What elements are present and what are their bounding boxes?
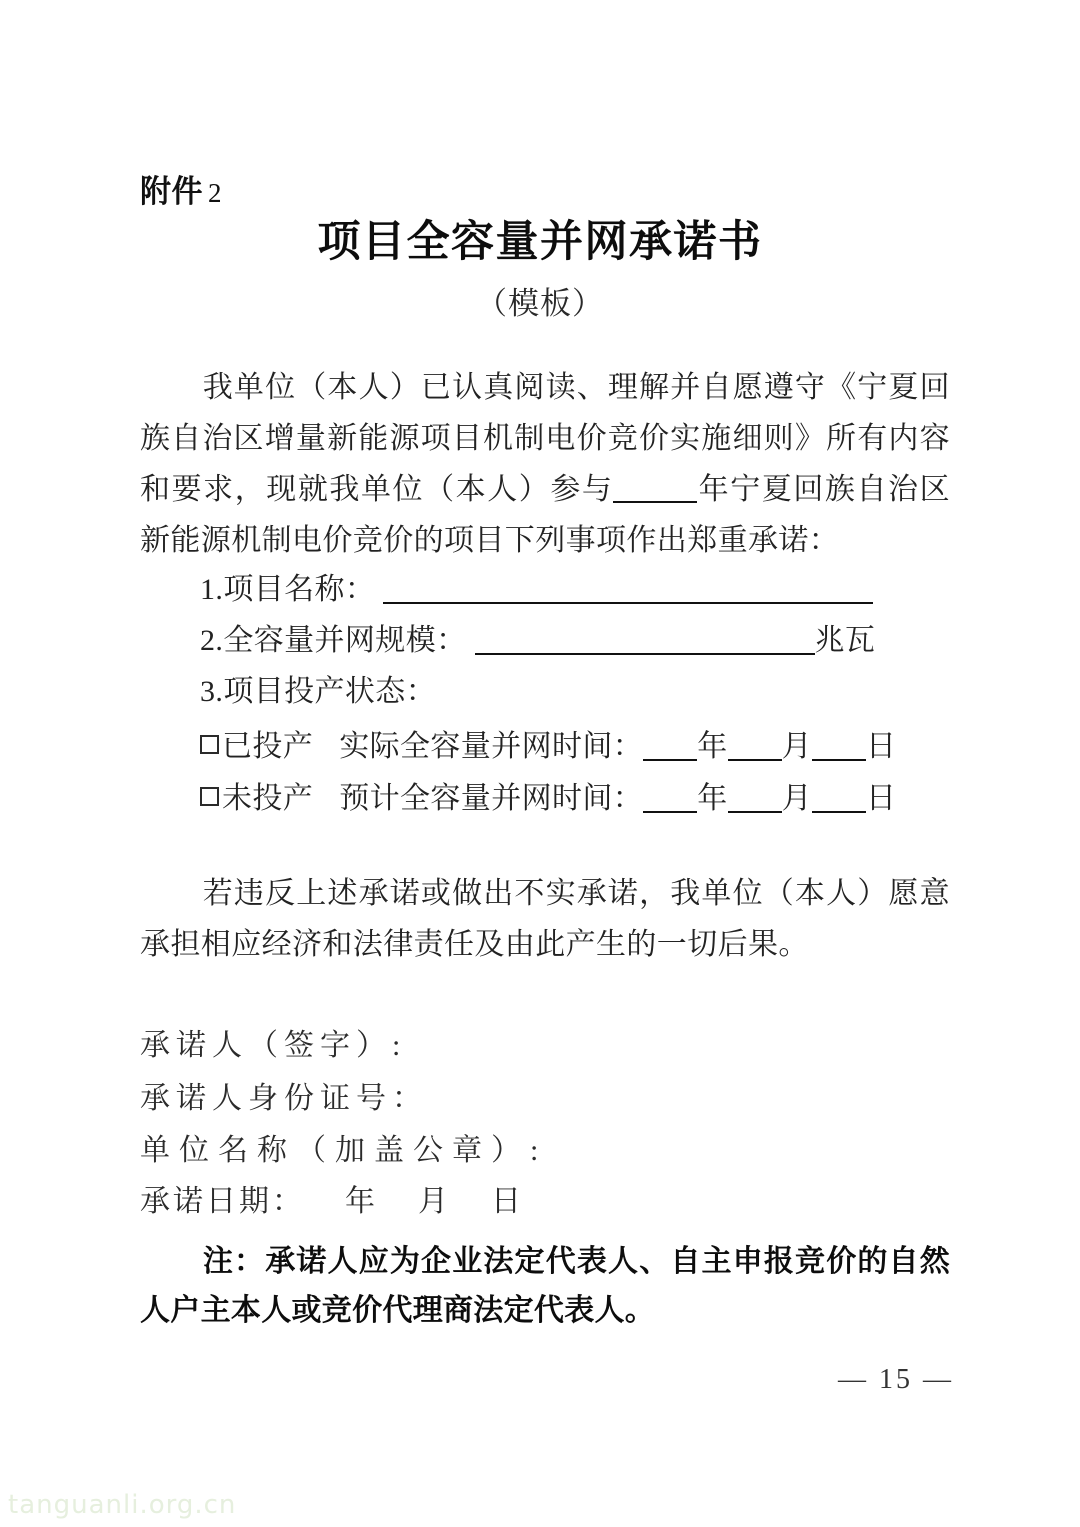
expected-day-unit: 日 — [866, 782, 897, 815]
signature-field-company-name[interactable]: 单位名称（加盖公章）: — [140, 1134, 548, 1167]
expected-year-unit: 年 — [697, 782, 728, 815]
status-option-row-commissioned — [200, 727, 896, 767]
signature-field-promise-date[interactable] — [140, 1182, 524, 1222]
capacity-blank-field[interactable] — [475, 653, 815, 655]
status-option-row-not-commissioned — [200, 779, 896, 819]
item-label-3: 项目投产状态： — [223, 675, 437, 708]
page-subtitle: （模板） — [476, 286, 604, 321]
commissioned-day-unit: 日 — [866, 730, 897, 763]
closing-text: 若违反上述承诺或做出不实承诺，我单位（本人）愿意承担相应经济和法律责任及由此产生的一切后果。 — [140, 877, 950, 961]
expected-month-unit: 月 — [781, 782, 813, 815]
item-label-2: 全容量并网规模： — [223, 624, 467, 657]
expected-year-blank[interactable] — [643, 811, 697, 813]
item-number-2: 2. — [200, 624, 224, 657]
expected-month-blank[interactable] — [728, 811, 782, 813]
promise-date-day-unit: 日 — [491, 1185, 524, 1218]
item-number-1: 1. — [200, 573, 224, 606]
status-time-label-not-commissioned: 预计全容量并网时间： — [339, 782, 644, 815]
promise-date-month-unit: 月 — [418, 1185, 451, 1218]
list-item-project-name — [200, 570, 873, 610]
expected-day-blank[interactable] — [812, 811, 866, 813]
item-unit-2: 兆瓦 — [814, 624, 876, 657]
page-title: 项目全容量并网承诺书 — [317, 218, 763, 266]
item-label-1: 项目名称： — [223, 573, 376, 606]
status-time-label-commissioned: 实际全容量并网时间： — [339, 730, 644, 763]
intro-paragraph — [140, 362, 950, 566]
signature-field-signer[interactable]: 承诺人（签字）: — [140, 1029, 407, 1062]
promise-date-year-unit: 年 — [345, 1185, 378, 1218]
signature-field-id-number[interactable]: 承诺人身份证号： — [140, 1082, 428, 1115]
checkbox-icon-commissioned[interactable] — [200, 735, 219, 754]
year-blank-field[interactable] — [613, 501, 697, 503]
footnote-text: 注：承诺人应为企业法定代表人、自主申报竞价的自然人户主本人或竞价代理商法定代表人。 — [140, 1245, 950, 1327]
checkbox-icon-not-commissioned[interactable] — [200, 787, 219, 806]
project-name-blank-field[interactable] — [383, 602, 873, 604]
closing-paragraph — [140, 868, 950, 970]
item-number-3: 3. — [200, 675, 224, 708]
commissioned-month-unit: 月 — [781, 730, 813, 763]
footnote — [140, 1237, 950, 1335]
list-item-capacity-scale — [200, 621, 875, 661]
status-option-label-commissioned: 已投产 — [222, 730, 314, 763]
attachment-label — [140, 166, 222, 211]
status-option-label-not-commissioned: 未投产 — [222, 782, 314, 815]
intro-text-part-2: 年宁夏回族自治区新能源机制电价竞价的项目下列事项作出郑重承诺： — [140, 473, 951, 557]
list-item-production-status — [200, 672, 436, 712]
commissioned-year-unit: 年 — [697, 730, 728, 763]
attachment-label-text: 附件 — [140, 174, 203, 209]
intro-text-part-1: 我单位（本人）已认真阅读、理解并自愿遵守《宁夏回族自治区增量新能源项目机制电价竞价实施细则》所有内容和要求，现就我单位（本人）参与 — [140, 371, 950, 506]
page-number: — 15 — — [838, 1364, 954, 1395]
commissioned-month-blank[interactable] — [728, 759, 782, 761]
watermark: tanguanli.org.cn — [8, 1490, 237, 1520]
commissioned-day-blank[interactable] — [812, 759, 866, 761]
attachment-number: 2 — [208, 178, 222, 208]
promise-date-label: 承诺日期： — [140, 1185, 305, 1218]
commissioned-year-blank[interactable] — [643, 759, 697, 761]
